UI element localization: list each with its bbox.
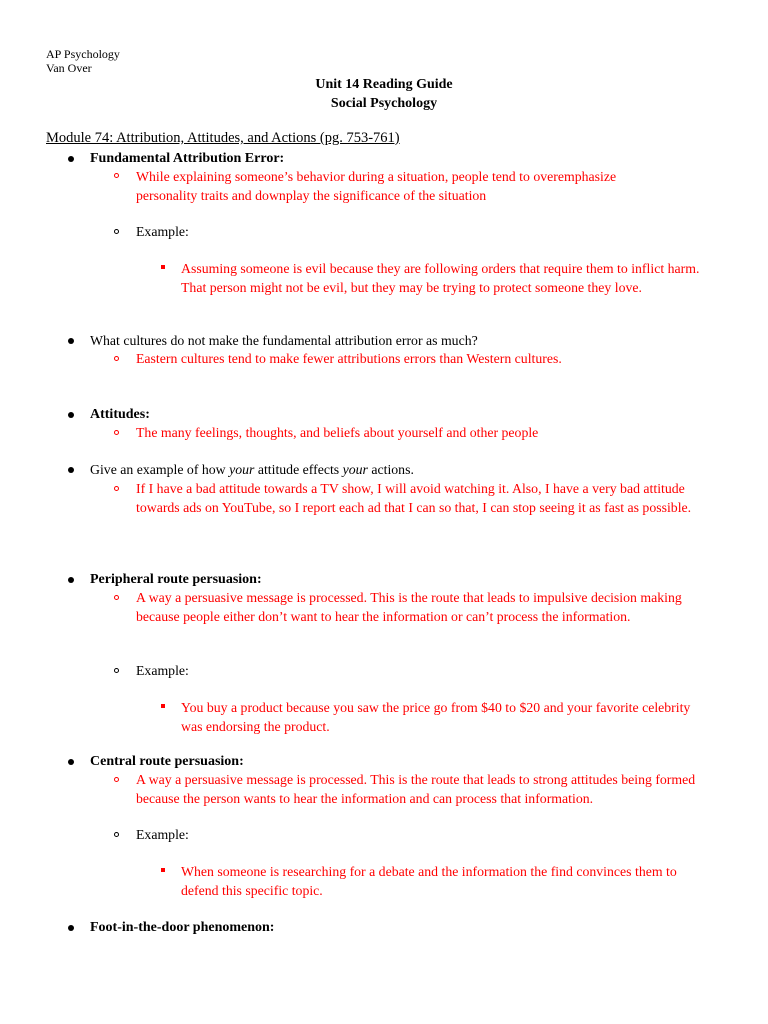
attitudes-answer: The many feelings, thoughts, and beliefs about yourself and other people [136,425,539,440]
fitd-label: Foot-in-the-door phenomenon: [90,920,275,935]
course-name: AP Psychology [46,47,120,61]
bullet-icon [68,467,74,473]
circle-bullet-icon [114,595,119,600]
document-subtitle: Social Psychology [330,96,438,111]
bullet-icon [68,925,74,931]
circle-bullet-icon [114,229,119,234]
square-bullet-icon [161,868,165,872]
document-title: Unit 14 Reading Guide [315,77,453,92]
attitudes-label: Attitudes: [90,407,150,422]
teacher-name: Van Over [46,61,92,75]
bullet-icon [68,338,74,344]
fae-label: Fundamental Attribution Error: [90,151,285,166]
circle-bullet-icon [114,356,119,361]
circle-bullet-icon [114,668,119,673]
fae-example-label: Example: [136,224,189,239]
cultures-question: What cultures do not make the fundamental attribution error as much? [90,333,478,348]
cultures-answer: Eastern cultures tend to make fewer attributions errors than Western cultures. [136,351,562,366]
attitude-question: Give an example of how your attitude effects your actions. [90,462,414,477]
bullet-icon [68,577,74,583]
attitude-answer: If I have a bad attitude towards a TV show, I will avoid watching it. Also, I have a very bad attitude towards ads on YouTube, so I report each ad that I can so that, I can stop seeing it as fast as possible. [136,481,692,515]
circle-bullet-icon [114,486,119,491]
circle-bullet-icon [114,777,119,782]
square-bullet-icon [161,704,165,708]
module-heading: Module 74: Attribution, Attitudes, and Actions (pg. 753-761) [46,130,400,146]
peripheral-example-label: Example: [136,663,189,678]
circle-bullet-icon [114,173,119,178]
bullet-icon [68,759,74,765]
square-bullet-icon [161,265,165,269]
bullet-icon [68,156,74,162]
central-answer: A way a persuasive message is processed. This is the route that leads to strong attitudes being formed because the person wants to hear the information and can process that information. [136,772,696,806]
peripheral-example: You buy a product because you saw the price go from $40 to $20 and your favorite celebrity was endorsing the product. [181,700,691,734]
bullet-icon [68,412,74,418]
fae-example: Assuming someone is evil because they are following orders that require them to inflict harm. That person might not be evil, but they may be trying to protect someone they love. [181,261,700,295]
peripheral-answer: A way a persuasive message is processed. This is the route that leads to impulsive decision making because people either don’t want to hear the information or can’t process the information. [136,590,682,624]
central-example: When someone is researching for a debate and the information the find convinces them to defend this specific topic. [181,864,677,898]
circle-bullet-icon [114,832,119,837]
peripheral-label: Peripheral route persuasion: [90,572,262,587]
circle-bullet-icon [114,430,119,435]
central-example-label: Example: [136,827,189,842]
central-label: Central route persuasion: [90,754,244,769]
fae-answer: While explaining someone’s behavior during a situation, people tend to overemphasize personality traits and downplay the significance of the situation [136,169,617,203]
